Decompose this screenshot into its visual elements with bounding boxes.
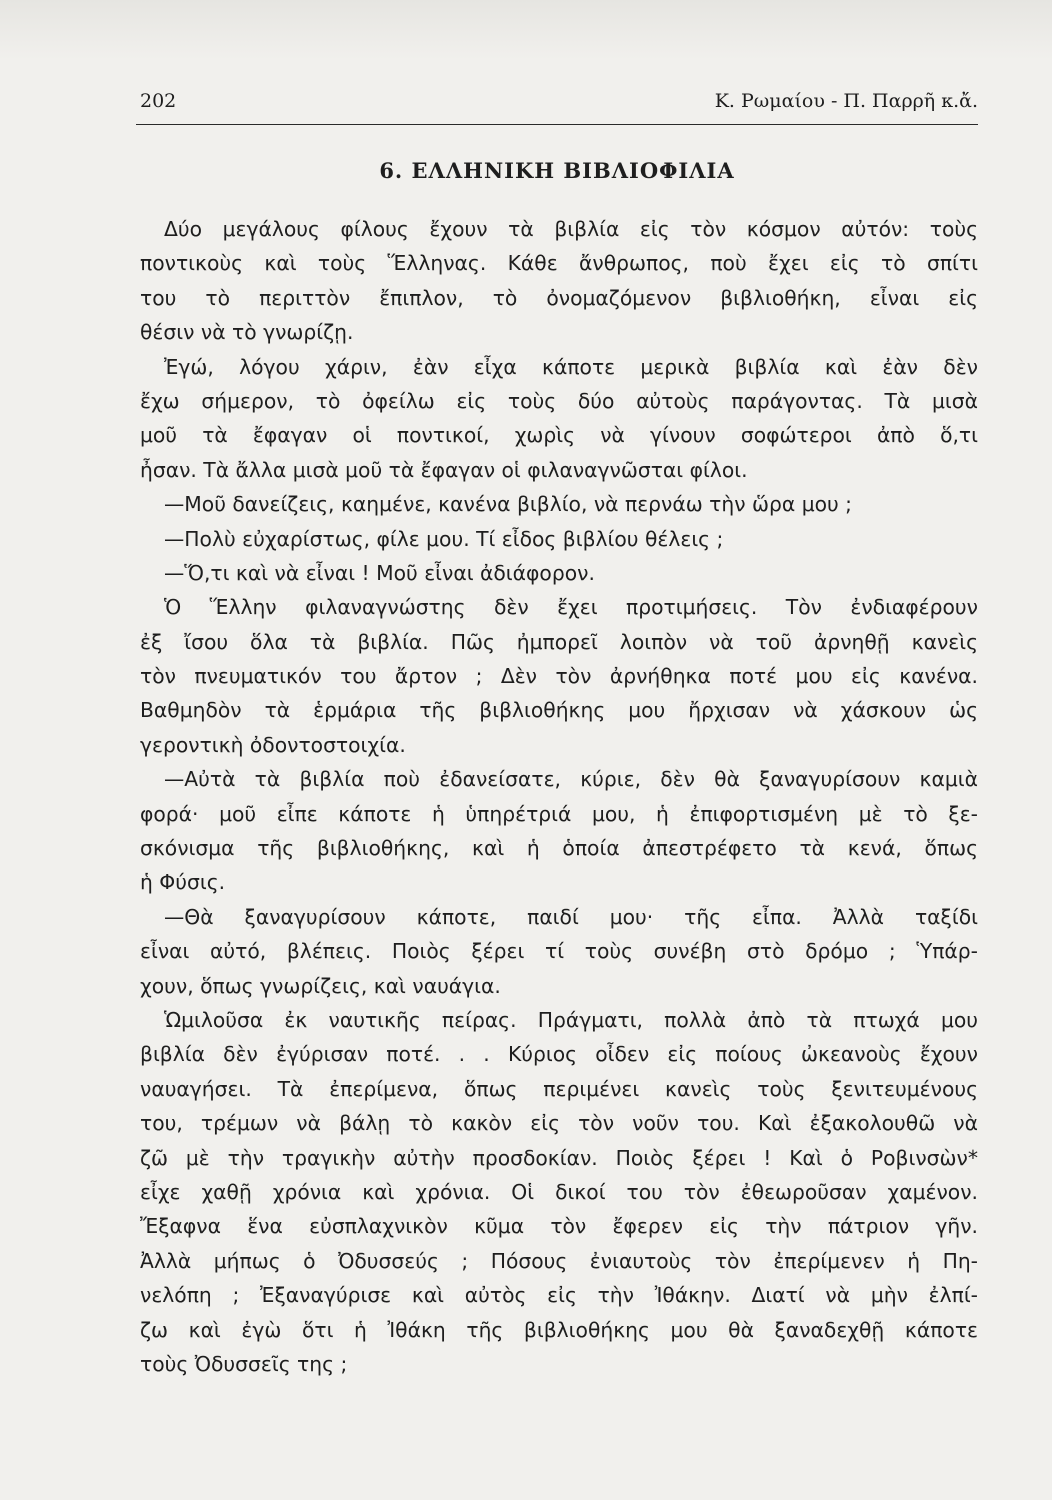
text-line: του, τρέμων νὰ βάλῃ τὸ κακὸν εἰς τὸν νοῦν του. Καὶ ἐξακολουθῶ νὰ xyxy=(140,1111,978,1136)
text-line: —Αὐτὰ τὰ βιβλία ποὺ ἐδανείσατε, κύριε, δὲν θὰ ξαναγυρίσουν καμιὰ xyxy=(164,767,978,792)
text-line: ζω καὶ ἐγὼ ὅτι ἡ Ἰθάκη τῆς βιβλιοθήκης μου θὰ ξαναδεχθῇ κάποτε xyxy=(140,1317,978,1342)
section-title: 6. ΕΛΛΗΝΙΚΗ ΒΙΒΛΙΟΦΙΛΙΑ xyxy=(379,158,735,183)
text-line: γεροντικὴ ὀδοντοστοιχία. xyxy=(140,732,406,757)
text-line: ἡ Φύσις. xyxy=(140,870,226,895)
text-line: —Μοῦ δανείζεις, καημένε, κανένα βιβλίο, νὰ περνάω τὴν ὥρα μου ; xyxy=(164,492,853,517)
text-line: Βαθμηδὸν τὰ ἑρμάρια τῆς βιβλιοθήκης μου ἤρχισαν νὰ χάσκουν ὡς xyxy=(140,698,978,723)
text-line: Ὡμιλοῦσα ἐκ ναυτικῆς πείρας. Πράγματι, πολλὰ ἀπὸ τὰ πτωχά μου xyxy=(164,1007,978,1032)
text-line: Ἀλλὰ μήπως ὁ Ὀδυσσεύς ; Πόσους ἐνιαυτοὺς τὸν ἐπερίμενεν ἡ Πη- xyxy=(140,1248,978,1273)
text-line: —Θὰ ξαναγυρίσουν κάποτε, παιδί μου· τῆς εἶπα. Ἀλλὰ ταξίδι xyxy=(164,904,978,929)
running-head: Κ. Ρωμαίου - Π. Παρρῆ κ.ἄ. xyxy=(714,90,978,112)
text-line: τοὺς Ὀδυσσεῖς της ; xyxy=(140,1351,348,1376)
text-line: του τὸ περιττὸν ἔπιπλον, τὸ ὀνομαζόμενον βιβλιοθήκη, εἶναι εἰς xyxy=(140,285,978,310)
text-line: θέσιν νὰ τὸ γνωρίζῃ. xyxy=(140,320,354,345)
text-line: νελόπη ; Ἐξαναγύρισε καὶ αὐτὸς εἰς τὴν Ἰθάκην. Διατί νὰ μὴν ἐλπί- xyxy=(140,1283,978,1308)
text-line: σκόνισμα τῆς βιβλιοθήκης, καὶ ἡ ὁποία ἀπεστρέφετο τὰ κενά, ὅπως xyxy=(140,836,978,861)
text-line: εἶχε χαθῇ χρόνια καὶ χρόνια. Οἱ δικοί του τὸν ἐθεωροῦσαν χαμένον. xyxy=(140,1179,978,1204)
text-line: Δύο μεγάλους φίλους ἔχουν τὰ βιβλία εἰς τὸν κόσμον αὐτόν: τοὺς xyxy=(164,217,978,241)
body-text xyxy=(140,212,978,1381)
page-header xyxy=(140,90,978,122)
text-line: Ἐγώ, λόγου χάριν, ἐὰν εἶχα κάποτε μερικὰ βιβλία καὶ ἐὰν δὲν xyxy=(164,354,978,379)
text-line: ἔχω σήμερον, τὸ ὀφείλω εἰς τοὺς δύο αὐτοὺς παράγοντας. Τὰ μισὰ xyxy=(140,388,978,413)
text-line: χουν, ὅπως γνωρίζεις, καὶ ναυάγια. xyxy=(140,973,501,998)
text-line: —Πολὺ εὐχαρίστως, φίλε μου. Τί εἶδος βιβλίου θέλεις ; xyxy=(164,526,724,551)
text-line: φορά· μοῦ εἶπε κάποτε ἡ ὑπηρέτριά μου, ἡ ἐπιφορτισμένη μὲ τὸ ξε- xyxy=(140,801,978,826)
text-line: ποντικοὺς καὶ τοὺς Ἕλληνας. Κάθε ἄνθρωπος, ποὺ ἔχει εἰς τὸ σπίτι xyxy=(140,251,978,276)
text-line: ναυαγήσει. Τὰ ἐπερίμενα, ὅπως περιμένει κανεὶς τοὺς ξενιτευμένους xyxy=(140,1076,978,1101)
text-line: ἦσαν. Τὰ ἄλλα μισὰ μοῦ τὰ ἔφαγαν οἱ φιλαναγνῶσται φίλοι. xyxy=(140,457,748,482)
previous-page-bleed xyxy=(0,0,1052,60)
text-line: ἐξ ἴσου ὅλα τὰ βιβλία. Πῶς ἠμπορεῖ λοιπὸν νὰ τοῦ ἀρνηθῇ κανεὶς xyxy=(140,629,978,654)
text-line: βιβλία δὲν ἐγύρισαν ποτέ. . . Κύριος οἶδεν εἰς ποίους ὠκεανοὺς ἔχουν xyxy=(140,1042,978,1067)
page-number: 202 xyxy=(140,90,177,112)
text-line: ζῶ μὲ τὴν τραγικὴν αὐτὴν προσδοκίαν. Ποιὸς ξέρει ! Καὶ ὁ Ροβινσὼν* xyxy=(140,1145,978,1170)
text-line: μοῦ τὰ ἔφαγαν οἱ ποντικοί, χωρὶς νὰ γίνουν σοφώτεροι ἀπὸ ὅ,τι xyxy=(140,423,978,448)
header-rule xyxy=(136,124,978,125)
text-line: —Ὅ,τι καὶ νὰ εἶναι ! Μοῦ εἶναι ἀδιάφορον. xyxy=(164,560,595,585)
text-line: τὸν πνευματικόν του ἄρτον ; Δὲν τὸν ἀρνήθηκα ποτέ μου εἰς κανένα. xyxy=(140,664,978,689)
text-line: Ἔξαφνα ἕνα εὐσπλαχνικὸν κῦμα τὸν ἔφερεν εἰς τὴν πάτριον γῆν. xyxy=(140,1214,978,1239)
text-line: Ὁ Ἕλλην φιλαναγνώστης δὲν ἔχει προτιμήσεις. Τὸν ἐνδιαφέρουν xyxy=(164,595,978,620)
text-line: εἶναι αὐτό, βλέπεις. Ποιὸς ξέρει τί τοὺς συνέβη στὸ δρόμο ; Ὑπάρ- xyxy=(140,939,978,964)
